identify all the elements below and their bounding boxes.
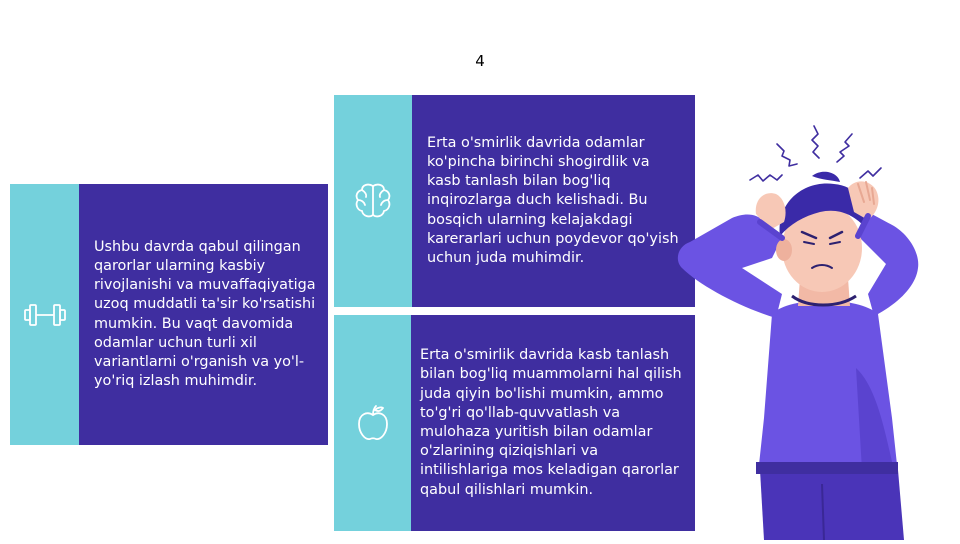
card-left-icon-strip [10, 184, 79, 445]
card-top-text-panel [412, 95, 695, 307]
card-bottom [334, 315, 695, 531]
page-number: 4 [475, 52, 485, 70]
card-top [334, 95, 695, 307]
card-left [10, 184, 328, 445]
card-top-text: Erta o'smirlik davrida odamlar ko'pincha birinchi shogirdlik va kasb tanlash bilan bog'liq inqirozlarga duch kelishadi. Bu bosqich ularning kelajakdagi karerarlari uchun poydevor qo'yish uchun juda muhimdir. [427, 134, 679, 266]
card-bottom-text-panel [411, 315, 695, 531]
brain-icon [353, 182, 393, 220]
stressed-person-illustration [672, 118, 960, 540]
apple-icon [356, 404, 390, 442]
dumbbell-icon [24, 301, 66, 329]
card-left-text: Ushbu davrda qabul qilingan qarorlar ularning kasbiy rivojlanishi va muvaffaqiyatiga uzoq muddatli ta'sir ko'rsatishi mumkin. Bu vaqt davomida odamlar uchun turli xil variantlarni o'rganish va yo'l-yo'riq izlash muhimdir. [94, 238, 316, 390]
card-bottom-icon-strip [334, 315, 411, 531]
card-top-icon-strip [334, 95, 412, 307]
card-left-text-panel [79, 184, 328, 445]
card-bottom-text: Erta o'smirlik davrida kasb tanlash bilan bog'liq muammolarni hal qilish juda qiyin bo'lishi mumkin, ammo to'g'ri qo'llab-quvvatlash va mulohaza yuritish bilan odamlar o'zlarining qiziqishlari va intilishlariga mos keladigan qarorlar qabul qilishlari mumkin. [420, 347, 682, 498]
